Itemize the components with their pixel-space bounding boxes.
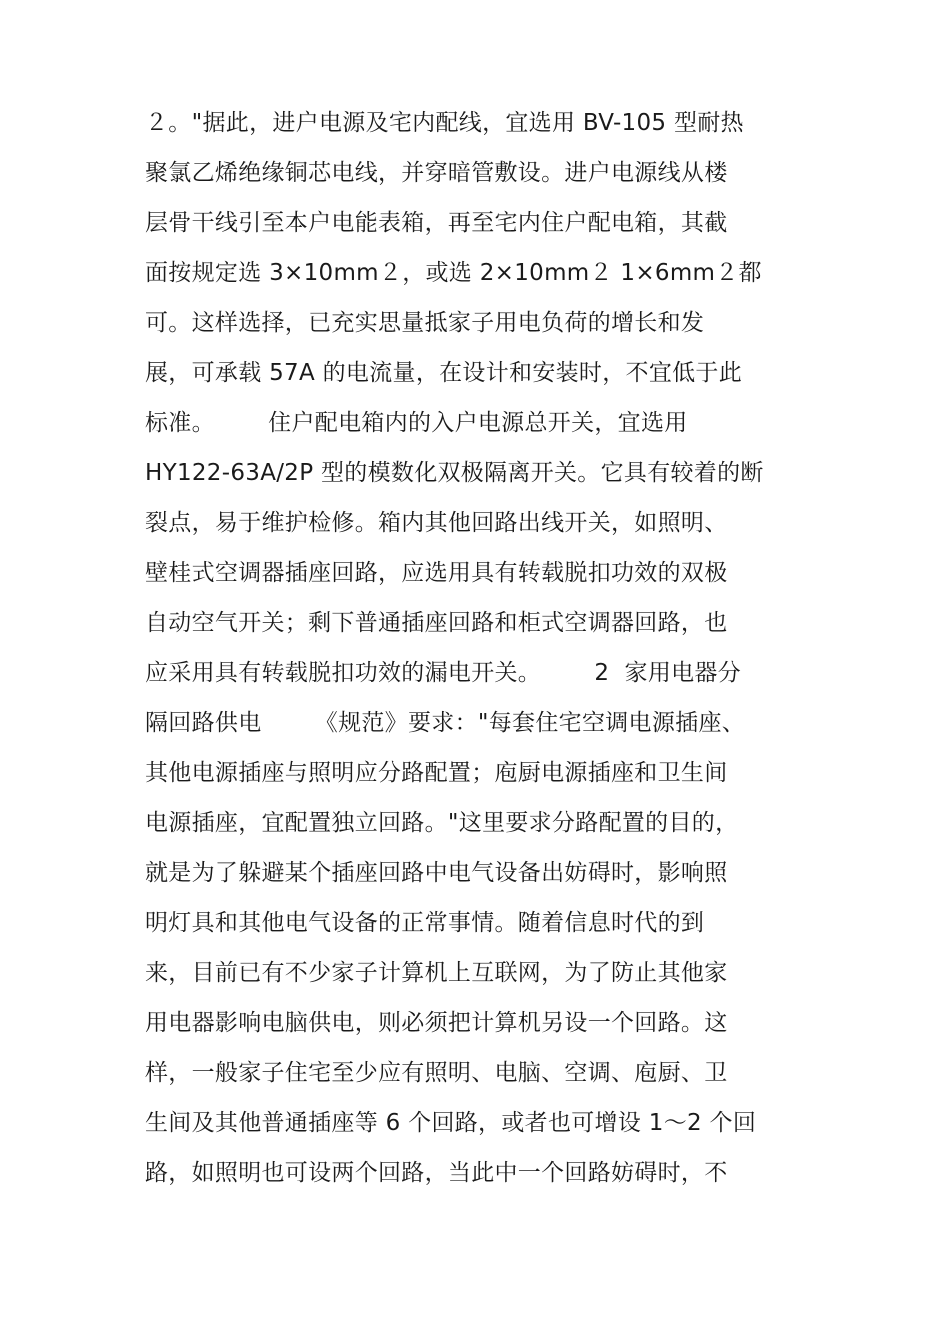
text-line: 来，目前已有不少家子计算机上互联网，为了防止其他家	[145, 960, 728, 986]
text-line: 裂点，易于维护检修。箱内其他回路出线开关，如照明、	[145, 510, 728, 536]
text-line: 用电器影响电脑供电，则必须把计算机另设一个回路。这	[145, 1010, 728, 1036]
text-line: 应采用具有转载脱扣功效的漏电开关。 2 家用电器分	[145, 660, 742, 686]
text-line: 展，可承载 57A 的电流量，在设计和安装时，不宜低于此	[145, 360, 743, 386]
text-line: 其他电源插座与照明应分路配置；庖厨电源插座和卫生间	[145, 760, 728, 786]
text-line: 就是为了躲避某个插座回路中电气设备出妨碍时，影响照	[145, 860, 728, 886]
text-line: 隔回路供电 《规范》要求："每套住宅空调电源插座、	[145, 710, 746, 736]
text-line: 可。这样选择，已充实思量抵家子用电负荷的增长和发	[145, 310, 705, 336]
text-line: 电源插座，宜配置独立回路。"这里要求分路配置的目的，	[145, 810, 739, 836]
text-line: 路，如照明也可设两个回路，当此中一个回路妨碍时，不	[145, 1160, 728, 1186]
body-text	[145, 98, 825, 1198]
text-line: ２。"据此，进户电源及宅内配线，宜选用 BV-105 型耐热	[145, 110, 744, 136]
text-line: 生间及其他普通插座等 6 个回路，或者也可增设 1～2 个回	[145, 1110, 757, 1136]
text-line: 壁桂式空调器插座回路，应选用具有转载脱扣功效的双极	[145, 560, 728, 586]
text-line: 标准。 住户配电箱内的入户电源总开关，宜选用	[145, 410, 688, 436]
text-line: 样，一般家子住宅至少应有照明、电脑、空调、庖厨、卫	[145, 1060, 728, 1086]
text-line: 聚氯乙烯绝缘铜芯电线，并穿暗管敷设。进户电源线从楼	[145, 160, 728, 186]
text-line: 自动空气开关；剩下普通插座回路和柜式空调器回路，也	[145, 610, 728, 636]
text-line: HY122-63A/2P 型的模数化双极隔离开关。它具有较着的断	[145, 460, 764, 486]
text-line: 明灯具和其他电气设备的正常事情。随着信息时代的到	[145, 910, 705, 936]
text-line: 面按规定选 3×10mm２，或选 2×10mm２ 1×6mm２都	[145, 260, 762, 286]
text-line: 层骨干线引至本户电能表箱，再至宅内住户配电箱，其截	[145, 210, 728, 236]
